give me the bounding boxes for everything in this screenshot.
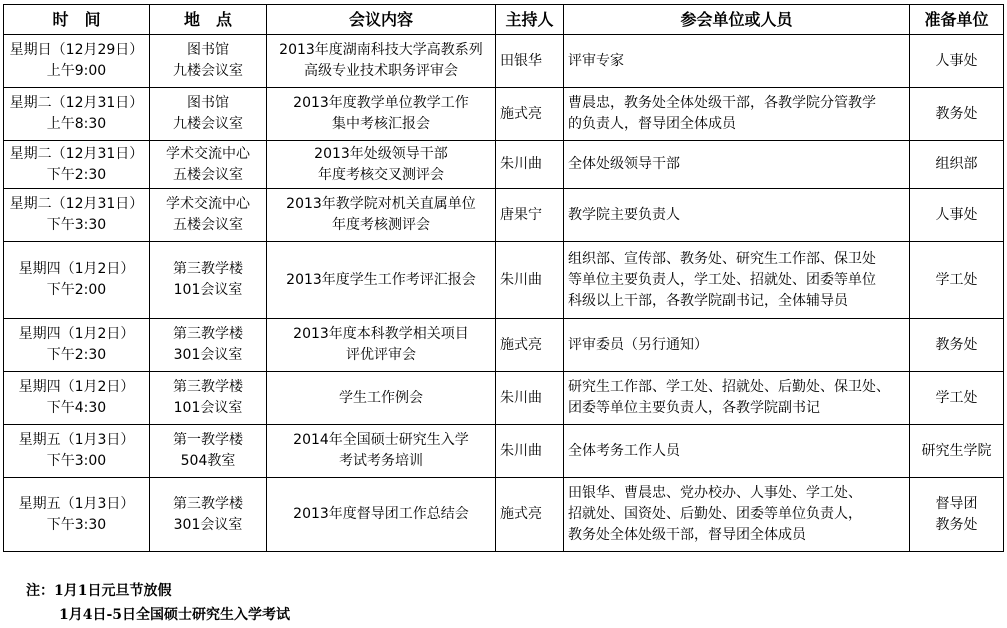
- cell-place-line: 第一教学楼: [173, 432, 243, 448]
- cell-content-line: 2013年处级领导干部: [314, 145, 448, 162]
- cell-time-line: 下午2:00: [46, 282, 107, 298]
- cell-participants: [564, 319, 910, 372]
- header-content: 会议内容: [267, 5, 496, 35]
- cell-content: [267, 425, 496, 478]
- cell-prepare-line: 研究生学院: [921, 442, 992, 459]
- cell-content-line: 2013年度督导团工作总结会: [293, 506, 469, 522]
- cell-time: [4, 372, 150, 425]
- cell-content-line: 高级专业技术职务评审会: [304, 63, 458, 79]
- cell-participants: [564, 189, 910, 242]
- cell-time-line: 星期二（12月31日）: [9, 145, 144, 162]
- cell-time: [4, 478, 150, 552]
- cell-participants-line: 教务处全体处级干部，督导团全体成员: [568, 527, 806, 543]
- schedule-row: [4, 35, 1004, 88]
- cell-participants-line: 全体处级领导干部: [568, 156, 680, 172]
- cell-place: [150, 372, 267, 425]
- header-participants: 参会单位或人员: [564, 5, 910, 35]
- cell-prepare: [910, 35, 1004, 88]
- cell-place: [150, 189, 267, 242]
- cell-content-line: 2013年度湖南科技大学高教系列: [279, 42, 483, 58]
- cell-place: [150, 242, 267, 319]
- cell-time-line: 下午3:00: [46, 453, 107, 469]
- cell-content: [267, 319, 496, 372]
- schedule-row: [4, 189, 1004, 242]
- cell-participants-line: 评审专家: [568, 52, 624, 69]
- cell-content-line: 年度考核交叉测评会: [318, 166, 444, 183]
- cell-time-line: 下午2:30: [46, 347, 107, 363]
- cell-place-line: 101会议室: [173, 400, 243, 416]
- cell-place: [150, 88, 267, 141]
- schedule-body: [4, 35, 1004, 552]
- cell-prepare-line: 学工处: [935, 389, 978, 406]
- cell-content-line: 考试考务培训: [339, 453, 423, 469]
- cell-place-line: 九楼会议室: [173, 63, 243, 79]
- cell-content-line: 评优评审会: [346, 347, 416, 363]
- cell-time-line: 星期二（12月31日）: [9, 95, 144, 111]
- cell-content-line: 2014年全国硕士研究生入学: [293, 432, 469, 448]
- cell-content: [267, 189, 496, 242]
- cell-participants: [564, 88, 910, 141]
- cell-content: [267, 141, 496, 189]
- cell-place-line: 第三教学楼: [173, 326, 243, 342]
- cell-place-line: 图书馆: [187, 42, 229, 58]
- cell-time-line: 下午2:30: [46, 166, 107, 183]
- cell-prepare: [910, 478, 1004, 552]
- schedule-row: [4, 242, 1004, 319]
- cell-time-line: 星期五（1月3日）: [18, 432, 135, 448]
- cell-content-line: 学生工作例会: [339, 389, 423, 406]
- cell-participants-line: 科级以上干部，各教学院副书记，全体辅导员: [568, 292, 848, 309]
- schedule-row: [4, 88, 1004, 141]
- header-row: [4, 5, 1004, 35]
- cell-participants: [564, 35, 910, 88]
- cell-place-line: 504教室: [180, 453, 236, 469]
- cell-time: [4, 189, 150, 242]
- cell-host: 唐果宁: [496, 189, 564, 242]
- cell-time: [4, 88, 150, 141]
- meeting-schedule-table: [3, 4, 1004, 552]
- cell-prepare: [910, 141, 1004, 189]
- cell-host: 朱川曲: [496, 425, 564, 478]
- cell-time-line: 星期四（1月2日）: [18, 379, 135, 395]
- cell-prepare-line: 人事处: [935, 206, 978, 223]
- cell-place-line: 101会议室: [173, 282, 243, 298]
- cell-place-line: 五楼会议室: [173, 217, 243, 233]
- note-exam: 1月4日-5日全国硕士研究生入学考试: [59, 607, 291, 623]
- cell-place-line: 图书馆: [187, 95, 229, 111]
- schedule-row: [4, 478, 1004, 552]
- cell-time-line: 下午3:30: [46, 516, 107, 533]
- cell-place: [150, 319, 267, 372]
- cell-host: 朱川曲: [496, 372, 564, 425]
- cell-place: [150, 425, 267, 478]
- cell-prepare-line: 教务处: [935, 516, 978, 533]
- cell-content: [267, 88, 496, 141]
- cell-participants: [564, 242, 910, 319]
- cell-participants-line: 田银华、曹晨忠、党办校办、人事处、学工处、: [568, 485, 862, 501]
- cell-participants: [564, 372, 910, 425]
- cell-time-line: 上午8:30: [46, 116, 107, 132]
- cell-time: [4, 242, 150, 319]
- cell-participants-line: 的负责人，督导团全体成员: [568, 116, 736, 132]
- cell-host: 施式亮: [496, 478, 564, 552]
- cell-time-line: 星期五（1月3日）: [18, 495, 135, 512]
- cell-participants: [564, 478, 910, 552]
- cell-place-line: 学术交流中心: [166, 145, 250, 162]
- cell-prepare-line: 学工处: [935, 271, 978, 288]
- cell-participants: [564, 141, 910, 189]
- cell-place: [150, 478, 267, 552]
- cell-prepare-line: 督导团: [935, 495, 978, 512]
- schedule-row: [4, 425, 1004, 478]
- cell-host: 施式亮: [496, 319, 564, 372]
- cell-time-line: 星期四（1月2日）: [18, 261, 135, 277]
- cell-time: [4, 319, 150, 372]
- cell-prepare: [910, 425, 1004, 478]
- cell-prepare-line: 教务处: [935, 105, 978, 122]
- cell-place-line: 第三教学楼: [173, 261, 243, 277]
- cell-time-line: 星期日（12月29日）: [9, 42, 144, 58]
- cell-participants-line: 研究生工作部、学工处、招就处、后勤处、保卫处、: [568, 379, 890, 395]
- cell-content-line: 2013年度本科教学相关项目: [293, 326, 469, 342]
- cell-host: 朱川曲: [496, 242, 564, 319]
- cell-content-line: 集中考核汇报会: [332, 116, 430, 132]
- cell-participants-line: 教学院主要负责人: [568, 206, 680, 223]
- cell-content-line: 2013年教学院对机关直属单位: [286, 196, 476, 212]
- cell-time: [4, 425, 150, 478]
- cell-participants-line: 评审委员（另行通知）: [568, 336, 708, 353]
- cell-time-line: 上午9:00: [46, 63, 107, 79]
- cell-place-line: 301会议室: [173, 347, 243, 363]
- cell-content-line: 2013年度学生工作考评汇报会: [286, 271, 476, 288]
- cell-participants-line: 团委等单位主要负责人，各教学院副书记: [568, 400, 820, 416]
- footnotes: [26, 579, 290, 627]
- header-place: 地 点: [150, 5, 267, 35]
- cell-content-line: 年度考核测评会: [332, 217, 430, 233]
- cell-prepare: [910, 88, 1004, 141]
- cell-prepare-line: 组织部: [935, 156, 978, 172]
- cell-place-line: 学术交流中心: [166, 196, 250, 212]
- cell-place-line: 五楼会议室: [173, 166, 243, 183]
- cell-host: 田银华: [496, 35, 564, 88]
- cell-host: 朱川曲: [496, 141, 564, 189]
- note-holiday: 注：1月1日元旦节放假: [26, 583, 172, 599]
- cell-content: [267, 478, 496, 552]
- header-prepare: 准备单位: [910, 5, 1004, 35]
- cell-content: [267, 242, 496, 319]
- cell-participants-line: 等单位主要负责人，学工处、招就处、团委等单位: [568, 271, 876, 288]
- header-time: 时 间: [4, 5, 150, 35]
- cell-prepare: [910, 189, 1004, 242]
- cell-time: [4, 141, 150, 189]
- cell-place-line: 301会议室: [173, 516, 243, 533]
- cell-place: [150, 141, 267, 189]
- cell-time-line: 下午4:30: [46, 400, 107, 416]
- cell-time: [4, 35, 150, 88]
- cell-prepare-line: 人事处: [935, 52, 978, 69]
- schedule-row: [4, 319, 1004, 372]
- header-host: 主持人: [496, 5, 564, 35]
- cell-time-line: 星期四（1月2日）: [18, 326, 135, 342]
- cell-prepare: [910, 242, 1004, 319]
- cell-place-line: 第三教学楼: [173, 379, 243, 395]
- cell-place-line: 第三教学楼: [173, 495, 243, 512]
- schedule-row: [4, 372, 1004, 425]
- cell-participants-line: 招就处、国资处、后勤处、团委等单位负责人，: [568, 506, 862, 522]
- cell-time-line: 下午3:30: [46, 217, 107, 233]
- cell-prepare: [910, 372, 1004, 425]
- cell-prepare-line: 教务处: [935, 336, 978, 353]
- schedule-row: [4, 141, 1004, 189]
- cell-host: 施式亮: [496, 88, 564, 141]
- cell-prepare: [910, 319, 1004, 372]
- cell-content: [267, 35, 496, 88]
- cell-place: [150, 35, 267, 88]
- cell-participants-line: 曹晨忠，教务处全体处级干部，各教学院分管教学: [568, 95, 876, 111]
- cell-place-line: 九楼会议室: [173, 116, 243, 132]
- cell-participants: [564, 425, 910, 478]
- cell-participants-line: 组织部、宣传部、教务处、研究生工作部、保卫处: [568, 250, 876, 267]
- cell-content-line: 2013年度教学单位教学工作: [293, 95, 469, 111]
- cell-participants-line: 全体考务工作人员: [568, 442, 680, 459]
- cell-content: [267, 372, 496, 425]
- cell-time-line: 星期二（12月31日）: [9, 196, 144, 212]
